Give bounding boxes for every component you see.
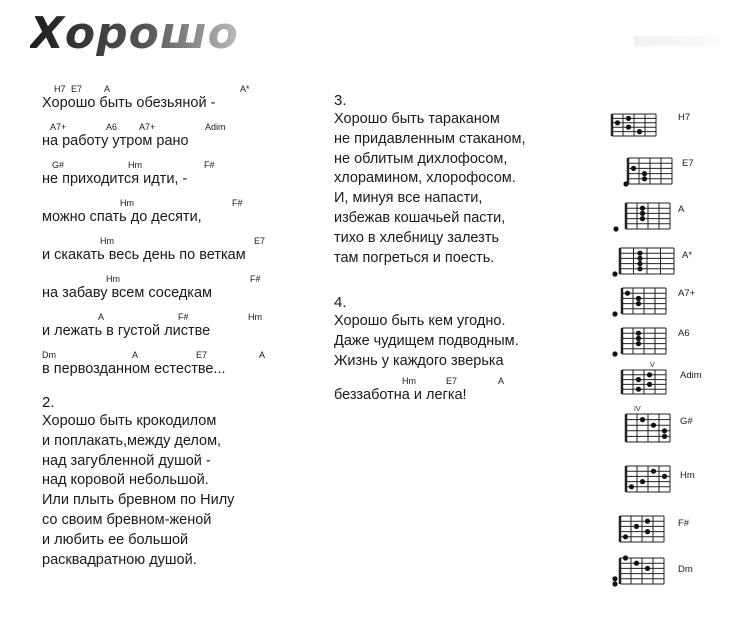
- diagram-label: A: [678, 204, 685, 215]
- lyric-text: и лежать в густой листве: [42, 323, 211, 339]
- fretboard-grid: [606, 154, 676, 188]
- lyric-text: на забаву всем соседкам: [42, 285, 212, 301]
- lyric-line: хлорамином, хлорофосом.: [334, 170, 516, 187]
- verse-line: [42, 160, 332, 187]
- lyric-line: расквадратною душой.: [42, 551, 197, 568]
- lyric-line: Или плыть бревном по Нилу: [42, 492, 235, 509]
- fret-position: IV: [634, 406, 641, 413]
- verse-number: 4.: [334, 294, 347, 312]
- fretboard-grid: [606, 512, 676, 546]
- diagram-label: Hm: [680, 470, 695, 481]
- chord: Hm: [402, 375, 416, 386]
- fretboard-grid: [606, 462, 676, 496]
- chord: E7: [254, 236, 266, 246]
- diagram-label: E7: [682, 158, 694, 169]
- diagram-label: A6: [678, 328, 690, 339]
- fretboard-grid: [606, 324, 676, 358]
- chord: Dm: [42, 350, 56, 360]
- fretboard-grid: [606, 284, 676, 318]
- chord: F#: [204, 160, 215, 170]
- verse-number: 3.: [334, 92, 347, 109]
- chord: A*: [240, 84, 250, 94]
- lyric-line: со своим бревном-женой: [42, 511, 212, 528]
- chord: A: [498, 375, 505, 386]
- lyric-line: над загубленной душой -: [42, 452, 211, 469]
- lyric-line: не придавленным стаканом,: [334, 130, 526, 147]
- lyric-text: в первозданном естестве...: [42, 361, 226, 377]
- chord: Hm: [106, 274, 120, 284]
- chord: A: [104, 84, 111, 94]
- lyric-line: тихо в хлебницу залезть: [334, 229, 500, 246]
- chord: Adim: [205, 122, 226, 132]
- chord-diagram-hm: [606, 462, 726, 498]
- chord: A: [98, 312, 105, 322]
- chord-diagram-g-sharp: [606, 408, 726, 444]
- lyric-text: Хорошо быть обезьяной -: [42, 95, 216, 111]
- fretboard-grid: [606, 244, 676, 278]
- verse-2: [42, 394, 332, 570]
- fretboard-grid: [606, 554, 676, 588]
- chord: G#: [52, 160, 65, 170]
- fretboard-grid: [606, 364, 676, 398]
- lyric-text: можно спать до десяти,: [42, 209, 202, 225]
- lyric-line: и поплакать,между делом,: [42, 432, 222, 449]
- verse-line: [42, 84, 332, 111]
- fret-position: V: [650, 362, 655, 369]
- chord-diagram-f-sharp: [606, 512, 726, 548]
- chord-diagram-a: [606, 200, 726, 236]
- chord: H7: [54, 84, 66, 94]
- verse-line: [334, 375, 604, 403]
- diagram-label: A*: [682, 250, 693, 261]
- verse-3: [334, 92, 604, 268]
- lyric-line: над коровой небольшой.: [42, 472, 209, 489]
- lyric-text: беззаботна и легка!: [334, 386, 467, 403]
- chord: Hm: [248, 312, 262, 322]
- verse-line: [42, 312, 332, 339]
- chord: A6: [106, 122, 118, 132]
- chord: F#: [178, 312, 189, 322]
- chord-diagram-e7: [606, 154, 726, 190]
- chord: Hm: [120, 198, 134, 208]
- lyric-line: избежав кошачьей пасти,: [334, 209, 506, 226]
- fretboard-grid: [606, 408, 676, 444]
- chord: A: [132, 350, 139, 360]
- verse-line: [42, 198, 332, 225]
- verse-line: [42, 122, 332, 149]
- lyric-text: не приходится идти, -: [42, 171, 188, 187]
- chord-diagram-h7: [606, 108, 726, 144]
- chord: E7: [71, 84, 83, 94]
- verse-4: [334, 294, 604, 403]
- chord-diagram-dm: [606, 554, 726, 590]
- fretboard-grid: [606, 200, 676, 234]
- song-title: Хорошо: [30, 8, 239, 59]
- right-column: [334, 92, 604, 403]
- chord: E7: [446, 375, 458, 386]
- lyric-line: не облитым дихлофосом,: [334, 150, 508, 167]
- diagram-label: G#: [680, 416, 693, 427]
- lyric-line: Даже чудищем подводным.: [334, 333, 519, 350]
- chord: F#: [232, 198, 243, 208]
- verse-1: [42, 84, 332, 377]
- chord: A: [259, 350, 266, 360]
- diagram-label: Adim: [680, 370, 702, 381]
- chord: A7+: [50, 122, 67, 132]
- chord: Hm: [100, 236, 114, 246]
- chord: A7+: [139, 122, 156, 132]
- chord-diagram-a6: [606, 324, 726, 360]
- chord: Hm: [128, 160, 142, 170]
- verse-number: 2.: [42, 394, 55, 411]
- chord-diagram-adim: [606, 364, 726, 400]
- diagram-label: H7: [678, 112, 691, 123]
- diagram-label: Dm: [678, 564, 693, 575]
- chord: E7: [196, 350, 208, 360]
- diagram-label: F#: [678, 518, 690, 529]
- verse-line: [42, 274, 332, 301]
- lyric-line: И, минуя все напасти,: [334, 190, 483, 207]
- chord-diagram-a7plus: [606, 284, 726, 320]
- diagram-label: A7+: [678, 288, 696, 299]
- lyric-text: и скакать весь день по веткам: [42, 247, 246, 263]
- lyric-line: Жизнь у каждого зверька: [334, 352, 504, 369]
- lyric-line: там погреться и поесть.: [334, 249, 495, 266]
- lyric-line: и любить ее большой: [42, 531, 189, 548]
- chord: F#: [250, 274, 261, 284]
- lyric-text: на работу утром рано: [42, 133, 189, 149]
- chord-diagram-a-star: [606, 244, 726, 280]
- verse-line: [42, 236, 332, 263]
- fretboard-grid: [606, 108, 676, 142]
- left-column: [42, 84, 332, 570]
- verse-line: [42, 350, 332, 377]
- scan-artifact: [634, 36, 720, 46]
- lyric-line: Хорошо быть крокодилом: [42, 413, 217, 429]
- lyric-line: Хорошо быть кем угодно.: [334, 313, 506, 330]
- lyric-line: Хорошо быть тараканом: [334, 111, 500, 127]
